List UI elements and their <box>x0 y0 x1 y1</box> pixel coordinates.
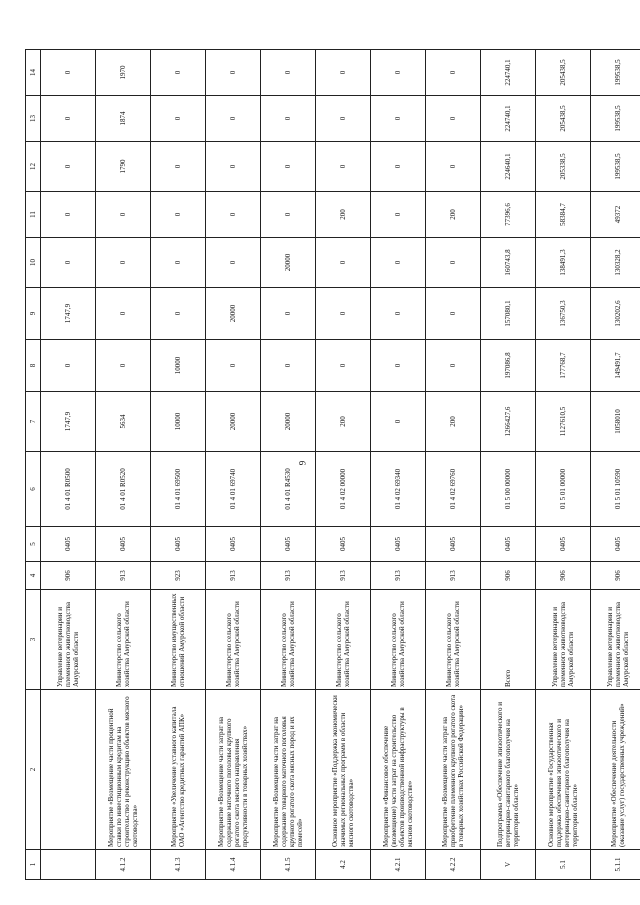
table-cell: 0 <box>96 192 151 238</box>
table-cell: Управление ветеринарии и племенного животноводства Амурской области <box>591 590 640 690</box>
table-cell: 199538,5 <box>591 142 640 192</box>
column-number: 12 <box>26 142 41 192</box>
table-cell: 224740,1 <box>481 96 536 142</box>
table-cell: 0 <box>261 142 316 192</box>
table-cell: 0 <box>151 142 206 192</box>
table-cell: 4.1.3 <box>151 850 206 880</box>
table-cell: Министерство сельского хозяйства Амурской области <box>371 590 426 690</box>
table-cell: 906 <box>591 562 640 590</box>
table-cell: 01 4 02 69760 <box>426 452 481 527</box>
table-cell: 0 <box>261 50 316 96</box>
table-row <box>426 50 481 880</box>
table-row <box>206 50 261 880</box>
column-number: 6 <box>26 452 41 527</box>
table-cell: 130202,6 <box>591 288 640 340</box>
table-row <box>371 50 426 880</box>
table-row <box>261 50 316 880</box>
table-cell: 0405 <box>371 527 426 562</box>
column-number: 13 <box>26 96 41 142</box>
table-cell: Управление ветеринарии и племенного животноводства Амурской области <box>41 590 96 690</box>
table-row <box>96 50 151 880</box>
table-cell: 130328,2 <box>591 238 640 288</box>
table-cell: 4.2.1 <box>371 850 426 880</box>
table-row <box>481 50 536 880</box>
table-row <box>536 50 591 880</box>
table-cell: 01 4 02 00000 <box>316 452 371 527</box>
table-cell: 0405 <box>591 527 640 562</box>
table-cell: 0 <box>316 96 371 142</box>
table-cell: 1874 <box>96 96 151 142</box>
table-cell: 906 <box>41 562 96 590</box>
table-cell: 177768,7 <box>536 340 591 392</box>
table-cell: 1266427,6 <box>481 392 536 452</box>
table-cell: Подпрограмма «Обеспечение эпизоотического и ветеринарно-санитарного благополучия на территории области» <box>481 690 536 850</box>
table-cell: 0 <box>261 288 316 340</box>
table-cell: 0 <box>426 238 481 288</box>
table-cell: 0 <box>206 192 261 238</box>
table-cell: Министерство сельского хозяйства Амурской области <box>261 590 316 690</box>
table-cell: 913 <box>371 562 426 590</box>
table-cell: 200 <box>316 392 371 452</box>
table-cell: 4.1.2 <box>96 850 151 880</box>
table-cell: 4.1.5 <box>261 850 316 880</box>
table-cell: Всего <box>481 590 536 690</box>
table-cell: 1058010 <box>591 392 640 452</box>
table-cell: 157080,1 <box>481 288 536 340</box>
table-cell: 199538,5 <box>591 50 640 96</box>
table-cell: Мероприятие «Возмещение части процентной ставки по инвестиционным кредитам на строительство и реконструкцию объектов мясного скотоводства» <box>96 690 151 850</box>
column-number: 3 <box>26 590 41 690</box>
table-cell: 01 5 01 00000 <box>536 452 591 527</box>
table-cell: 0 <box>206 96 261 142</box>
table-cell: 149491,7 <box>591 340 640 392</box>
table-cell: 0 <box>151 192 206 238</box>
table-cell: 0405 <box>536 527 591 562</box>
table-cell: 0 <box>96 340 151 392</box>
table-cell: 199538,5 <box>591 96 640 142</box>
table-cell: 0 <box>426 340 481 392</box>
table-cell: 0405 <box>316 527 371 562</box>
table-cell: 0405 <box>151 527 206 562</box>
table-cell: Основное мероприятие «Государственная поддержка обеспечения эпизоотического и ветеринарно-санитарного благополучия на территории области» <box>536 690 591 850</box>
table-cell: 1127610,5 <box>536 392 591 452</box>
table-cell: 205338,5 <box>536 142 591 192</box>
table-cell: 0 <box>261 192 316 238</box>
table-header-row <box>26 50 41 880</box>
table-cell: 0405 <box>481 527 536 562</box>
table-cell: 0 <box>151 238 206 288</box>
table-cell: 205438,5 <box>536 96 591 142</box>
table-cell: Управление ветеринарии и племенного животноводства Амурской области <box>536 590 591 690</box>
table-cell: 0 <box>316 142 371 192</box>
table-cell: 1747,9 <box>41 288 96 340</box>
table-cell: 58384,7 <box>536 192 591 238</box>
table-cell: Министерство сельского хозяйства Амурской области <box>316 590 371 690</box>
column-number: 11 <box>26 192 41 238</box>
table-cell: 01 4 01 R4530 <box>261 452 316 527</box>
table-cell: Основное мероприятие «Поддержка экономически значимых региональных программ в области мясного скотоводства» <box>316 690 371 850</box>
table-cell: 0 <box>371 238 426 288</box>
column-number: 4 <box>26 562 41 590</box>
table-cell: 0 <box>371 142 426 192</box>
table-cell: 0 <box>206 142 261 192</box>
table-cell: 0 <box>206 238 261 288</box>
table-cell: 0 <box>41 238 96 288</box>
table-cell: 0 <box>96 238 151 288</box>
table-cell: V <box>481 850 536 880</box>
table-cell: 200 <box>316 192 371 238</box>
table-cell: 5.1 <box>536 850 591 880</box>
table-cell: 0 <box>96 288 151 340</box>
table-cell: 0 <box>316 340 371 392</box>
table-cell: 0 <box>151 288 206 340</box>
table-cell: 0 <box>426 96 481 142</box>
table-cell: 0 <box>371 96 426 142</box>
table-cell: 4.1.4 <box>206 850 261 880</box>
column-number: 7 <box>26 392 41 452</box>
table-cell: 913 <box>206 562 261 590</box>
table-cell: 01 4 01 R0520 <box>96 452 151 527</box>
table-cell: 0 <box>41 50 96 96</box>
table-cell: 10000 <box>151 392 206 452</box>
table-cell: 0 <box>371 192 426 238</box>
table-cell: 0 <box>41 142 96 192</box>
table-cell: Мероприятие «Увеличение уставного капитала ОАО «Агентство кредитных гарантий АПК» <box>151 690 206 850</box>
table-cell: 0 <box>206 340 261 392</box>
table-cell: 138491,3 <box>536 238 591 288</box>
budget-table <box>25 49 640 880</box>
table-cell: 0 <box>426 142 481 192</box>
table-cell: 0 <box>151 96 206 142</box>
column-number: 10 <box>26 238 41 288</box>
table-cell: 913 <box>96 562 151 590</box>
table-cell: 01 5 01 10590 <box>591 452 640 527</box>
table-cell: 0405 <box>206 527 261 562</box>
table-cell: 20000 <box>261 392 316 452</box>
table-row <box>151 50 206 880</box>
table-cell: 01 4 01 69500 <box>151 452 206 527</box>
table-row <box>591 50 640 880</box>
table-cell: 160743,8 <box>481 238 536 288</box>
column-number: 8 <box>26 340 41 392</box>
table-cell: 0 <box>41 96 96 142</box>
column-number: 14 <box>26 50 41 96</box>
table-cell: Мероприятие «Финансовое обеспечение (возмещение) части затрат на строительство объектов производственной инфраструктуры в мясном скотоводстве» <box>371 690 426 850</box>
table-cell: 197086,8 <box>481 340 536 392</box>
table-cell: 0 <box>41 192 96 238</box>
table-cell: 20000 <box>206 288 261 340</box>
table-cell: 224740,1 <box>481 50 536 96</box>
table-cell: 923 <box>151 562 206 590</box>
table-cell: 913 <box>261 562 316 590</box>
table-cell: 906 <box>481 562 536 590</box>
table-cell: Министерство сельского хозяйства Амурской области <box>426 590 481 690</box>
table-cell: 10000 <box>151 340 206 392</box>
table-cell: 0 <box>261 340 316 392</box>
table-cell: 0 <box>426 288 481 340</box>
table-cell: 0 <box>316 288 371 340</box>
table-cell: 200 <box>426 192 481 238</box>
table-cell: 4.2.2 <box>426 850 481 880</box>
table-cell: 205438,5 <box>536 50 591 96</box>
table-cell: 0 <box>426 50 481 96</box>
table-cell: Министерство сельского хозяйства Амурской области <box>96 590 151 690</box>
page-number: 9 <box>297 460 308 466</box>
table-cell: 0 <box>371 50 426 96</box>
table-cell: 913 <box>316 562 371 590</box>
table-cell <box>41 850 96 880</box>
table-cell: Мероприятие «Возмещение части затрат на приобретение племенного крупного рогатого скота в товарных хозяйствах Российской Федерации» <box>426 690 481 850</box>
table-cell: 0 <box>371 340 426 392</box>
table-cell: 01 4 01 69740 <box>206 452 261 527</box>
table-cell: 0405 <box>41 527 96 562</box>
table-cell: 0 <box>371 392 426 452</box>
table-cell: 77396,6 <box>481 192 536 238</box>
table-cell: Министерство имущественных отношений Амурской области <box>151 590 206 690</box>
table-cell: 200 <box>426 392 481 452</box>
table-cell: 1970 <box>96 50 151 96</box>
table-cell: 0 <box>261 96 316 142</box>
table-cell: 0405 <box>426 527 481 562</box>
table-cell: 5634 <box>96 392 151 452</box>
table-cell: 1747,9 <box>41 392 96 452</box>
table-cell: 01 5 00 00000 <box>481 452 536 527</box>
table-cell: Министерство сельского хозяйства Амурской области <box>206 590 261 690</box>
column-number: 5 <box>26 527 41 562</box>
table-cell: 224640,1 <box>481 142 536 192</box>
table-cell: 913 <box>426 562 481 590</box>
table-cell: 5.1.1 <box>591 850 640 880</box>
table-cell: Мероприятие «Возмещение части затрат на содержание товарного маточного поголовья крупного рогатого скота мясных пород и их помесей» <box>261 690 316 850</box>
table-cell: 49372 <box>591 192 640 238</box>
table-cell: Мероприятие «Обеспечение деятельности (оказание услуг) государственных учреждений» <box>591 690 640 850</box>
table-cell: 01 4 01 R0500 <box>41 452 96 527</box>
rotated-page-content <box>25 50 631 880</box>
table-cell: 20000 <box>206 392 261 452</box>
table-cell: 906 <box>536 562 591 590</box>
table-cell: 1790 <box>96 142 151 192</box>
table-cell: 0405 <box>261 527 316 562</box>
column-number: 9 <box>26 288 41 340</box>
table-cell: 20000 <box>261 238 316 288</box>
table-row <box>316 50 371 880</box>
table-cell: 0 <box>316 238 371 288</box>
table-cell: 4.2 <box>316 850 371 880</box>
table-cell: 136750,3 <box>536 288 591 340</box>
table-cell: 0 <box>151 50 206 96</box>
table-cell: 0 <box>371 288 426 340</box>
column-number: 1 <box>26 850 41 880</box>
table-cell: 0 <box>41 340 96 392</box>
column-number: 2 <box>26 690 41 850</box>
table-cell <box>41 690 96 850</box>
table-cell: 0 <box>206 50 261 96</box>
table-cell: Мероприятие «Возмещение части затрат на содержание маточного поголовья крупного рогатого скота мясного направления продуктивности в товарных хозяйствах» <box>206 690 261 850</box>
table-cell: 0 <box>316 50 371 96</box>
table-cell: 0405 <box>96 527 151 562</box>
table-cell: 01 4 02 69340 <box>371 452 426 527</box>
table-row <box>41 50 96 880</box>
